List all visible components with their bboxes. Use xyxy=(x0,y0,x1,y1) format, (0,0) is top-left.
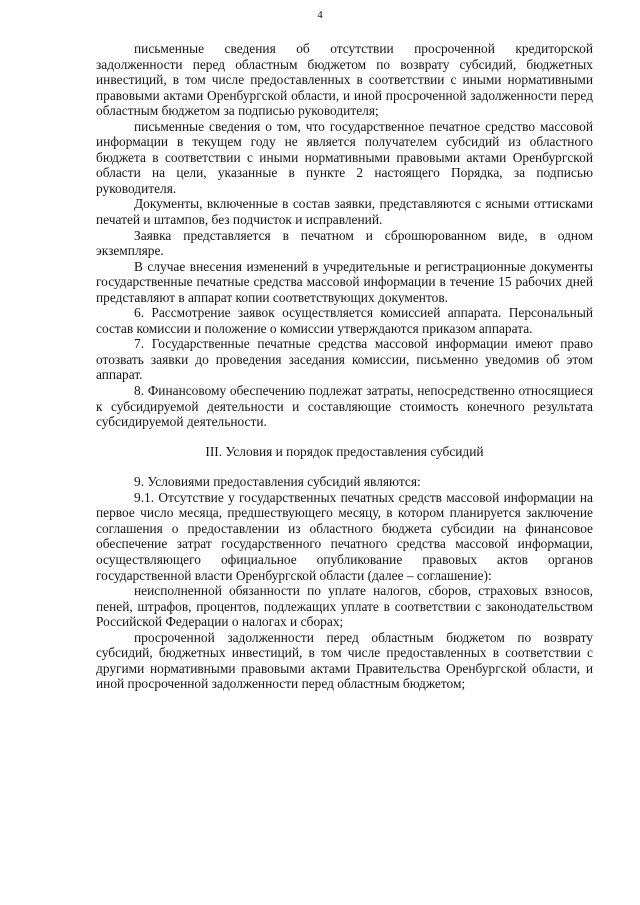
paragraph: просроченной задолженности перед областным бюджетом по возврату субсидий, бюджетных инвестиций, в том числе предоставленных в соответствии с другими нормативными правовыми актами Правительства Оренбургской области, и иной просроченной задолженности перед областным бюджетом; xyxy=(96,629,593,692)
paragraph: В случае внесения изменений в учредительные и регистрационные документы государственные печатные средства массовой информации в течение 15 рабочих дней представляют в аппарат копии соответствующих документов. xyxy=(96,258,593,305)
paragraph: Заявка представляется в печатном и сброшюрованном виде, в одном экземпляре. xyxy=(96,227,593,259)
paragraph: 9.1. Отсутствие у государственных печатных средств массовой информации на первое число месяца, предшествующего месяцу, в котором планируется заключение соглашения о предоставлении из областного бюджета субсидии на финансовое обеспечение затрат государственного печатного средства массовой информации, осуществляющего официальное опубликование правовых актов органов государственной власти Оренбургской области (далее – соглашение): xyxy=(96,489,593,583)
paragraph: 8. Финансовому обеспечению подлежат затраты, непосредственно относящиеся к субсидируемой деятельности и составляющие стоимость конечного результата субсидируемой деятельности. xyxy=(96,383,593,430)
paragraph: 6. Рассмотрение заявок осуществляется комиссией аппарата. Персональный состав комиссии и положение о комиссии утверждаются приказом аппарата. xyxy=(96,305,593,336)
section-heading: III. Условия и порядок предоставления субсидий xyxy=(205,443,484,459)
paragraph: неисполненной обязанности по уплате налогов, сборов, страховых взносов, пеней, штрафов, процентов, подлежащих уплате в соответствии с законодательством Российской Федерации о налогах и сборах; xyxy=(96,583,593,630)
page-number: 4 xyxy=(317,9,323,21)
document-body xyxy=(96,41,593,692)
paragraph: Документы, включенные в состав заявки, представляются с ясными оттисками печатей и штампов, без подчисток и исправлений. xyxy=(96,196,593,228)
paragraph: письменные сведения об отсутствии просроченной кредиторской задолженности перед областным бюджетом по возврату субсидий, бюджетных инвестиций, в том числе предоставленных в соответствии с иными нормативными правовыми актами Оренбургской области, и иной просроченной задолженности перед областным бюджетом за подписью руководителя; xyxy=(96,41,593,119)
paragraph: 9. Условиями предоставления субсидий являются: xyxy=(134,474,421,490)
paragraph: письменные сведения о том, что государственное печатное средство массовой информации в текущем году не является получателем субсидий из областного бюджета в соответствии с иными нормативными правовыми актами Оренбургской области на цели, указанные в пункте 2 настоящего Порядка, за подписью руководителя. xyxy=(96,118,593,196)
paragraph: 7. Государственные печатные средства массовой информации имеют право отозвать заявки до проведения заседания комиссии, письменно уведомив об этом аппарат. xyxy=(96,336,593,383)
